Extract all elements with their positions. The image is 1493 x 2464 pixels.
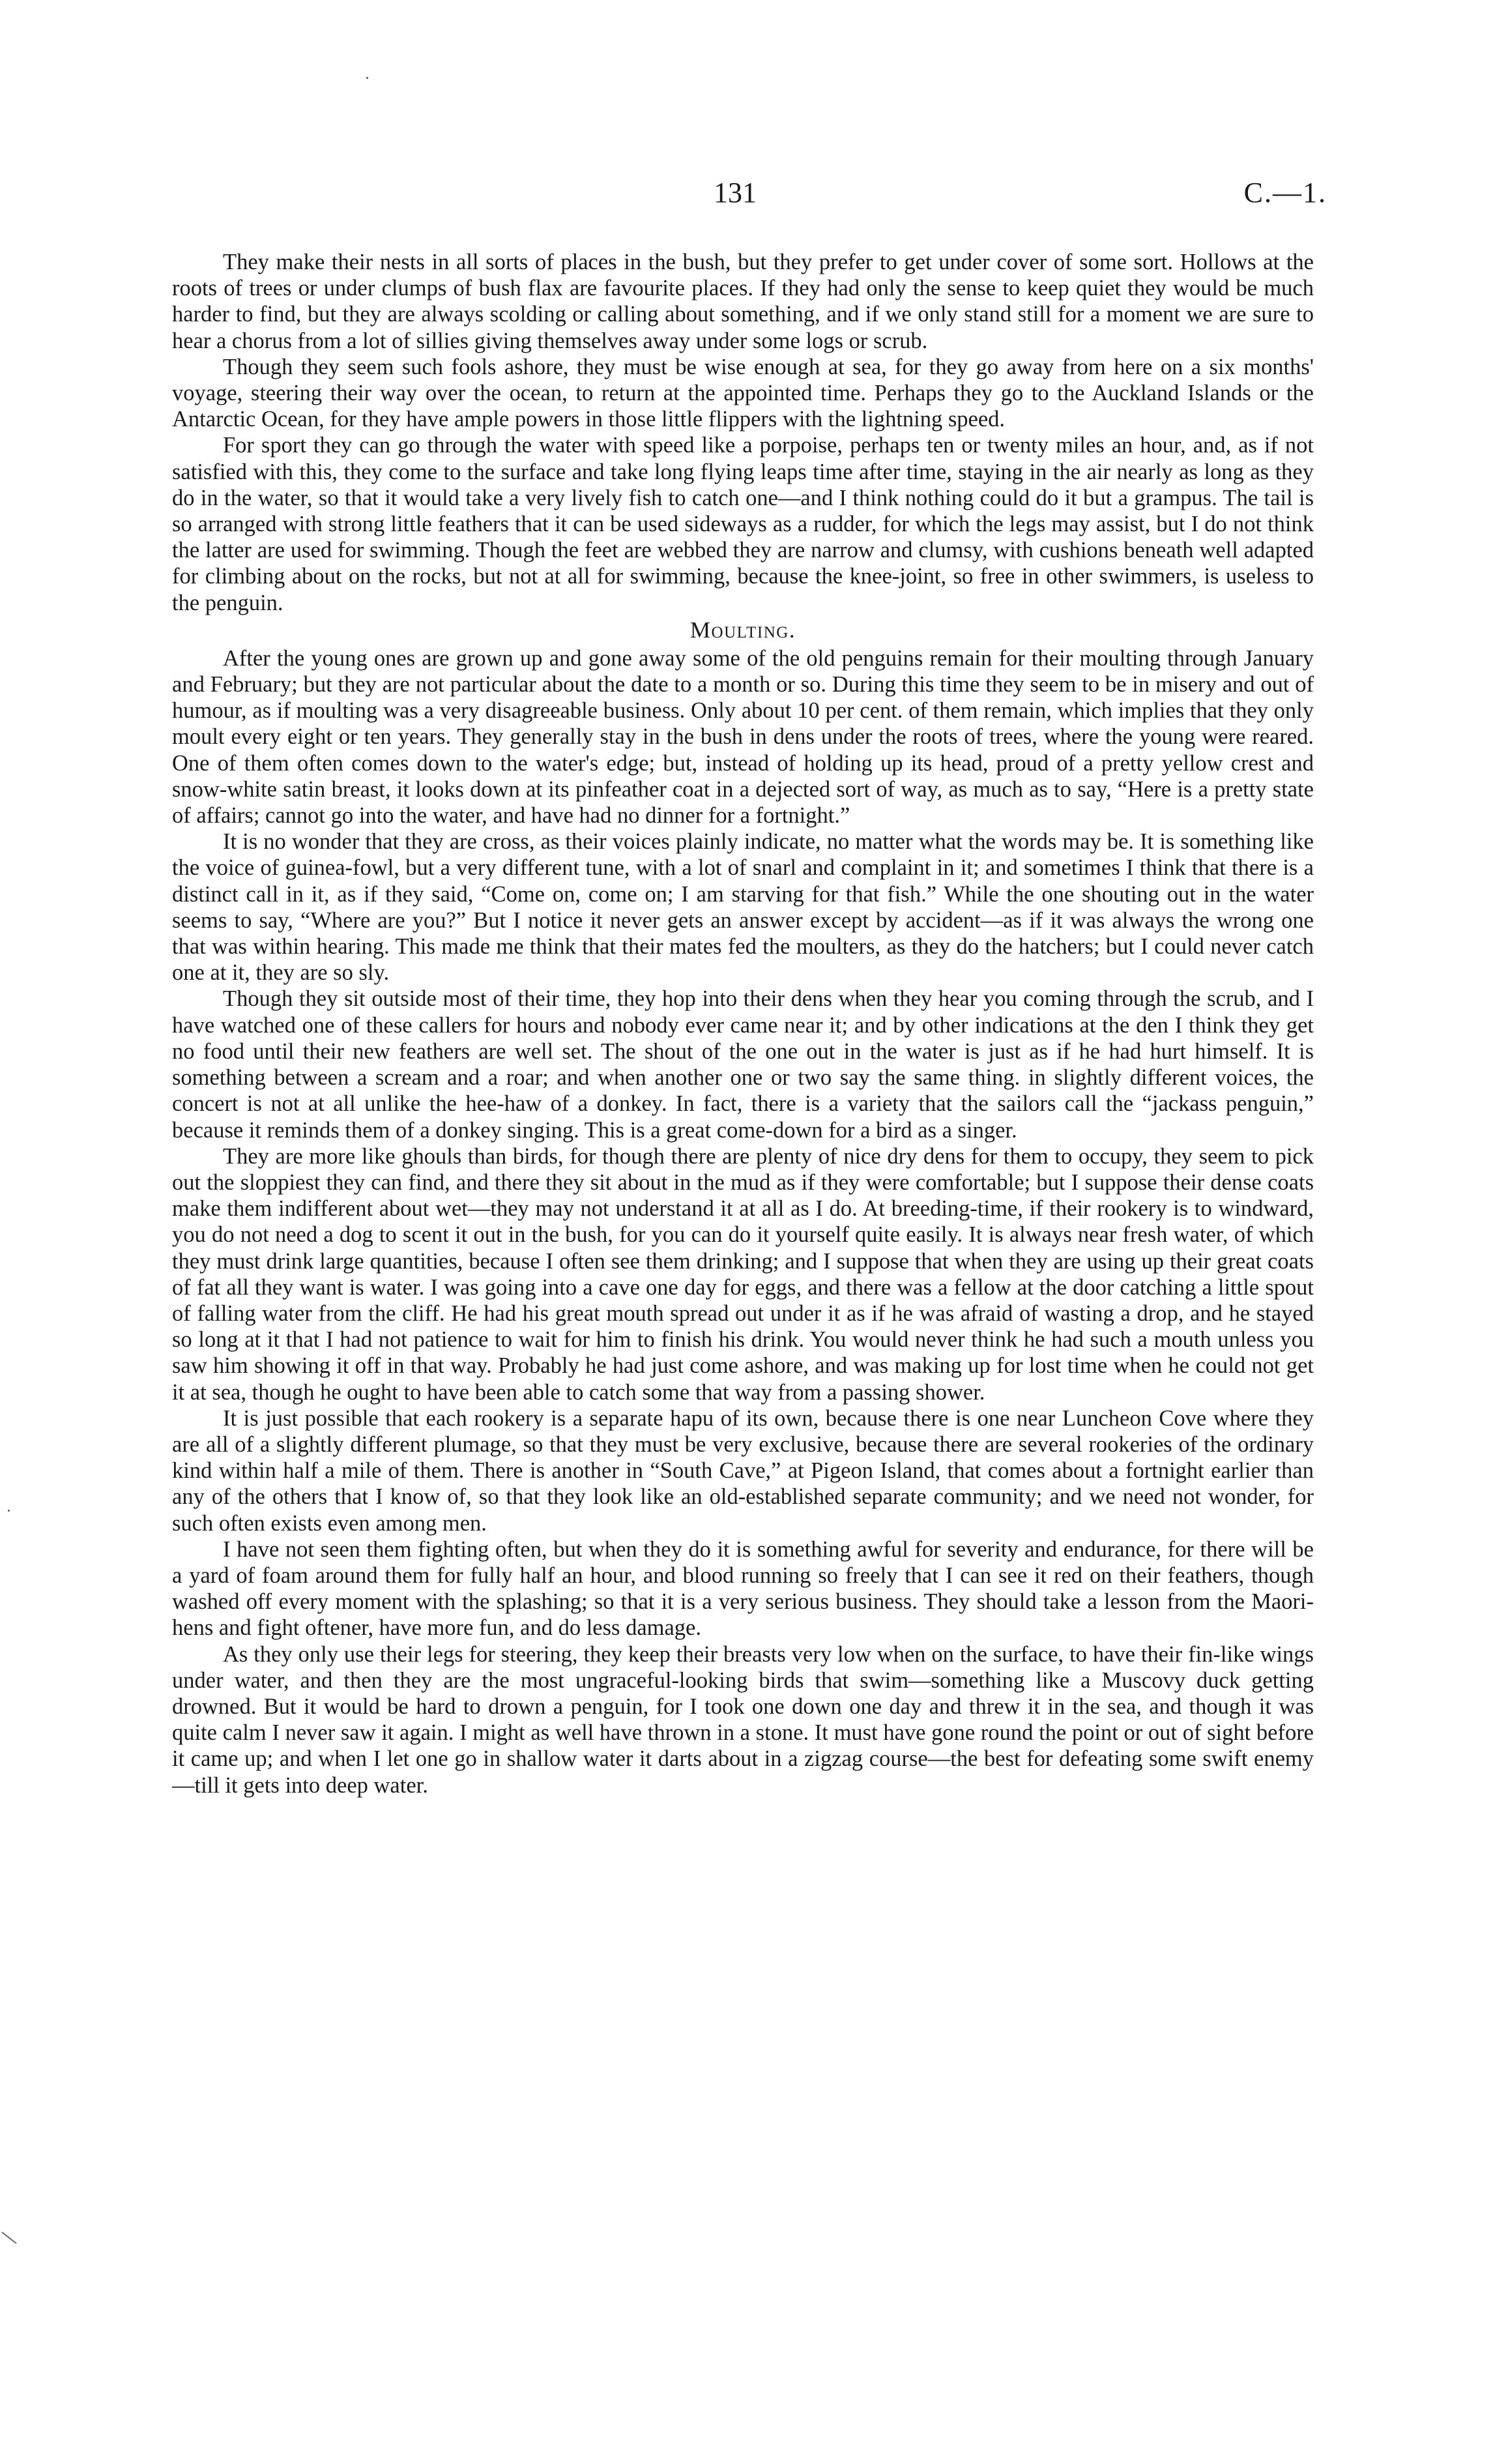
paragraph: Though they seem such fools ashore, they must be wise enough at sea, for they go away from here on a six months' voyage, steering their way over the ocean, to return at the appointed time. Perhaps they go to the Auckland Islands or the Antarctic Ocean, for they have ample powers in those little flippers with the lightning speed. [172,354,1314,432]
page-header [0,176,1493,215]
paragraph: It is no wonder that they are cross, as their voices plainly indicate, no matter what the words may be. It is something like the voice of guinea-fowl, but a very different tune, with a lot of snarl and complaint in it; and sometimes I think that there is a distinct call in it, as if they said, “Come on, come on; I am starving for that fish.” While the one shouting out in the water seems to say, “Where are you?” But I notice it never gets an answer except by accident—as if it was always the wrong one that was within hearing. This made me think that their mates fed the moulters, as they do the hatchers; but I could never catch one at it, they are so sly. [172,829,1314,986]
paragraph: After the young ones are grown up and gone away some of the old penguins remain for their moulting through January and February; but they are not particular about the date to a month or so. During this time they seem to be in misery and out of humour, as if moulting was a very disagreeable business. Only about 10 per cent. of them remain, which implies that they only moult every eight or ten years. They generally stay in the bush in dens under the roots of trees, where the young were reared. One of them often comes down to the water's edge; but, instead of holding up its head, proud of a pretty yellow crest and snow-white satin breast, it looks down at its pinfeather coat in a dejected sort of way, as much as to say, “Here is a pretty state of affairs; cannot go into the water, and have had no dinner for a fortnight.” [172,645,1314,829]
paragraph: Though they sit outside most of their time, they hop into their dens when they hear you coming through the scrub, and I have watched one of these callers for hours and nobody ever came near it; and by other indications at the den I think they get no food until their new feathers are well set. The shout of the one out in the water is just as if he had hurt himself. It is something between a scream and a roar; and when another one or two say the same thing. in slightly different voices, the concert is not at all unlike the hee-haw of a donkey. In fact, there is a variety that the sailors call the “jackass penguin,” because it reminds them of a donkey singing. This is a great come-down for a bird as a singer. [172,986,1314,1143]
paragraph: They are more like ghouls than birds, for though there are plenty of nice dry dens for them to occupy, they seem to pick out the sloppiest they can find, and there they sit about in the mud as if they were comfortable; but I suppose their dense coats make them indifferent about wet—they may not understand it at all as I do. At breeding-time, if their rookery is to windward, you do not need a dog to scent it out in the bush, for you can do it yourself quite easily. It is always near fresh water, of which they must drink large quantities, because I often see them drinking; and I suppose that when they are using up their great coats of fat all they want is water. I was going into a cave one day for eggs, and there was a fellow at the door catching a little spout of falling water from the cliff. He had his great mouth spread out under it as if he was afraid of wasting a drop, and he stayed so long at it that I had not patience to wait for him to finish his drink. You would never think he had such a mouth unless you saw him showing it off in that way. Probably he had just come ashore, and was making up for lost time when he could not get it at sea, though he ought to have been able to catch some that way from a passing shower. [172,1143,1314,1405]
page-number: 131 [714,177,757,209]
paragraph: They make their nests in all sorts of places in the bush, but they prefer to get under cover of some sort. Hollows at the roots of trees or under clumps of bush flax are favourite places. If they had only the sense to keep quiet they would be much harder to find, but they are always scolding or calling about something, and if we only stand still for a moment we are sure to hear a chorus from a lot of sillies giving themselves away under some logs or scrub. [172,250,1314,353]
section-heading: Moulting. [689,617,796,643]
paper-speck [366,77,368,79]
body-text [172,249,1314,1798]
scan-edge-mark [1,2232,16,2244]
paper-speck [8,1510,10,1512]
paragraph: As they only use their legs for steering, they keep their breasts very low when on the surface, to have their fin-like wings under water, and then they are the most ungraceful-looking birds that swim—something like a Muscovy duck getting drowned. But it would be hard to drown a penguin, for I took one down one day and threw it in the sea, and though it was quite calm I never saw it again. I might as well have thrown in a stone. It must have gone round the point or out of sight before it came up; and when I let one go in shallow water it darts about in a zigzag course—the best for defeating some swift enemy—till it gets into deep water. [172,1641,1314,1798]
paragraph: For sport they can go through the water with speed like a porpoise, perhaps ten or twenty miles an hour, and, as if not satisfied with this, they come to the surface and take long flying leaps time after time, staying in the air nearly as long as they do in the water, so that it would take a very lively fish to catch one—and I think nothing could do it but a grampus. The tail is so arranged with strong little feathers that it can be used sideways as a rudder, for which the legs may assist, but I do not think the latter are used for swimming. Though the feet are webbed they are narrow and clumsy, with cushions beneath well adapted for climbing about on the rocks, but not at all for swimming, because the knee-joint, so free in other swimmers, is useless to the penguin. [172,433,1314,615]
document-reference: C.—1. [1243,177,1327,209]
paragraph: I have not seen them fighting often, but when they do it is something awful for severity and endurance, for there will be a yard of foam around them for fully half an hour, and blood running so freely that I can see it red on their feathers, though washed off every moment with the splashing; so that it is a very serious business. They should take a lesson from the Maori-hens and fight oftener, have more fun, and do less damage. [172,1536,1314,1641]
paragraph: It is just possible that each rookery is a separate hapu of its own, because there is one near Luncheon Cove where they are all of a slightly different plumage, so that they must be very exclusive, because there are several rookeries of the ordinary kind within half a mile of them. There is another in “South Cave,” at Pigeon Island, that comes about a fortnight earlier than any of the others that I know of, so that they look like an old-established separate community; and we need not wonder, for such often exists even among men. [172,1405,1314,1536]
